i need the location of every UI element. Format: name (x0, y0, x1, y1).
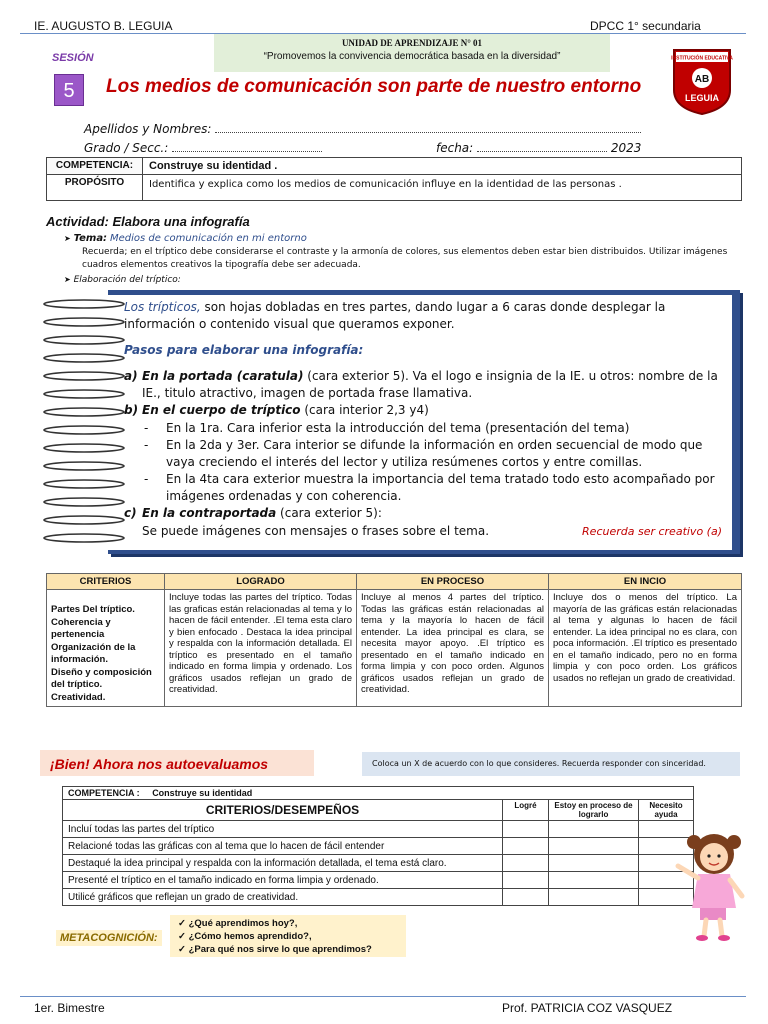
self-eval-banner: ¡Bien! Ahora nos autoevaluamos (40, 750, 314, 776)
checkbox-cell[interactable] (549, 889, 639, 906)
checkbox-cell[interactable] (503, 872, 549, 889)
competency-value: Construye su identidad . (143, 158, 742, 175)
step-c-label: c) (124, 506, 137, 520)
tema-label: Tema: (73, 233, 108, 244)
self-eval-header: Logré (503, 800, 549, 821)
table-row: Utilicé gráficos que reflejan un grado de creatividad. (63, 889, 694, 906)
intro-paragraph (124, 299, 722, 333)
check-icon: ✓ (178, 918, 189, 929)
step-b-item: - En la 1ra. Cara inferior esta la introducción del tema (presentación del tema) (144, 421, 630, 435)
checkbox-cell[interactable] (549, 821, 639, 838)
rubric-header: EN PROCESO (357, 574, 549, 590)
activity-title: Actividad: Elabora una infografía (46, 214, 250, 229)
table-row: Presenté el tríptico en el tamaño indicado en forma limpia y ordenado. (63, 872, 694, 889)
recuerda-note: Recuerda; en el tríptico debe considerarse el contraste y la armonía de colores, sus elementos deben estar bien distribuidos. Utilizar imágenes cuadros elementos creativos la tipografía debe ser adecuada. (82, 247, 728, 270)
tema-row: ➤ Tema: Medios de comunicación en mi entorno (64, 233, 307, 244)
self-eval-competency-label: COMPETENCIA : (68, 788, 140, 798)
metacognition-label: METACOGNICIÓN: (56, 930, 162, 946)
step-b-lead: En el cuerpo de tríptico (142, 403, 301, 417)
step-c-text: Se puede imágenes con mensajes o frases sobre el tema. (142, 524, 490, 538)
list-item: ✓ ¿Qué aprendimos hoy?, (178, 918, 298, 929)
list-item: ✓ ¿Para qué nos sirve lo que aprendimos? (178, 944, 372, 955)
course-name: DPCC 1° secundaria (590, 19, 701, 33)
step-b-rest: (cara interior 2,3 y4) (300, 403, 429, 417)
competency-label: COMPETENCIA: (47, 158, 143, 175)
self-eval-header: CRITERIOS/DESEMPEÑOS (63, 800, 503, 821)
footer-divider (20, 996, 746, 997)
table-row: Destaqué la idea principal y respalda con la información detallada, el tema está claro. (63, 855, 694, 872)
step-b-label: b) (124, 403, 139, 417)
step-b-item: - En la 2da y 3er. Cara interior se difunde la información en orden secuencial de modo que vaya creciendo el interés del lector y utiliza resúmenes cortos y entre comillas. (144, 438, 703, 469)
page-title: Los medios de comunicación son parte de nuestro entorno (106, 76, 642, 97)
rubric-inicio: Incluye dos o menos del tríptico. La mayoría de las gráficas están relacionadas al tema y algunas lo hacen de fácil entender. La idea principal no es clara, con poca información. .El tríptico es presentado en el tamaño indicado, pero no en forma limpia y con poco orden. Los gráficos usados no reflejan un grado de creatividad. (549, 590, 742, 707)
table-row: Relacioné todas las gráficas con al tema que lo hacen de fácil entender (63, 838, 694, 855)
tema-value: Medios de comunicación en mi entorno (109, 233, 307, 244)
date-row (436, 141, 641, 155)
reminder-text: Recuerda ser creativo (a) (582, 525, 722, 538)
date-field[interactable] (477, 142, 607, 152)
date-year: 2023 (610, 141, 642, 155)
session-number: 5 (54, 74, 84, 106)
intro-rest: son hojas dobladas en tres partes, dando lugar a 6 caras donde desplegar la información o contenido visual que queramos exponer. (124, 300, 666, 331)
spiral-rings-icon (38, 298, 128, 550)
checkbox-cell[interactable] (549, 855, 639, 872)
crest-name: LEGUIA (684, 93, 720, 103)
unit-title: UNIDAD DE APRENDIZAJE N° 01 (341, 38, 483, 48)
checkbox-cell[interactable] (503, 855, 549, 872)
checkbox-cell[interactable] (549, 872, 639, 889)
self-eval-table (62, 786, 694, 906)
step-c-text-row (124, 523, 722, 540)
names-row (84, 122, 641, 136)
metacognition-questions (170, 915, 406, 957)
grade-label: Grado / Secc.: (84, 141, 169, 155)
date-label: fecha: (436, 141, 474, 155)
names-label: Apellidos y Nombres: (84, 122, 212, 136)
footer-teacher: Prof. PATRICIA COZ VASQUEZ (502, 1001, 673, 1015)
rubric-criteria: Partes Del tríptico. Coherencia y pertenencia Organización de la información. Diseño y composición del tríptico. Creatividad. (47, 590, 165, 707)
step-a (124, 368, 722, 402)
self-eval-competency-row (63, 787, 694, 800)
rubric-header: CRITERIOS (47, 574, 165, 590)
step-a-lead: En la portada (caratula) (142, 369, 304, 383)
unit-motto: “Promovemos la convivencia democrática basada en la diversidad” (263, 51, 561, 62)
school-name: IE. AUGUSTO B. LEGUIA (34, 19, 173, 33)
step-b (124, 402, 722, 419)
rubric-header: EN INCIO (549, 574, 742, 590)
self-eval-header: Estoy en proceso de lograrlo (549, 800, 639, 821)
steps-title: Pasos para elaborar una infografía: (124, 343, 364, 357)
names-field[interactable] (215, 123, 641, 133)
checkbox-cell[interactable] (549, 838, 639, 855)
grade-row (84, 141, 322, 155)
checkbox-cell[interactable] (503, 821, 549, 838)
list-item: ✓ ¿Cómo hemos aprendido?, (178, 931, 312, 942)
unit-banner (214, 34, 610, 72)
checkbox-cell[interactable] (503, 838, 549, 855)
elaboracion-label: Elaboración del tríptico: (73, 275, 181, 285)
intro-lead: Los trípticos, (124, 300, 201, 314)
step-c-rest: (cara exterior 5): (276, 506, 382, 520)
purpose-value: Identifica y explica como los medios de comunicación influye en la identidad de las personas . (143, 175, 742, 201)
step-b-item: - En la 4ta cara exterior muestra la importancia del tema tratado todo esto acompañado por imágenes ordenadas y con coherencia. (144, 472, 715, 503)
competency-table (46, 157, 742, 201)
step-c (124, 505, 722, 522)
check-icon: ✓ (178, 931, 189, 942)
step-c-lead: En la contraportada (142, 506, 277, 520)
svg-text:AB: AB (694, 74, 710, 85)
rubric-header: LOGRADO (165, 574, 357, 590)
self-eval-instruction: Coloca un X de acuerdo con lo que consideres. Recuerda responder con sinceridad. (362, 752, 740, 776)
rubric-logrado: Incluye todas las partes del tríptico. Todas las graficas están relacionadas al tema y lo hacen de fácil entender. .El tema esta claro y bien enfocado . Destaca la idea principal y respalda con la información detallada. El tríptico es presentado en el tamaño indicado en forma limpia y ordenado. Los gráficos usados reflejan un grado de creatividad. (165, 590, 357, 707)
checkbox-cell[interactable] (503, 889, 549, 906)
self-eval-header: Necesito ayuda (639, 800, 694, 821)
footer-term: 1er. Bimestre (34, 1001, 105, 1015)
rubric-table (46, 573, 742, 707)
check-icon: ✓ (178, 944, 189, 955)
triptico-panel (108, 290, 740, 554)
self-eval-competency-value: Construye su identidad (152, 788, 253, 798)
table-row: Incluí todas las partes del tríptico (63, 821, 694, 838)
rubric-proceso: Incluye al menos 4 partes del tríptico. Todas las gráficas están relacionadas al tema y la mayoría lo hacen de fácil entender. La idea principal es clara, se necesita mayor apoyo. .El tríptico es presentado en el tamaño indicado en forma limpia y con poco orden. Algunos gráficos usados reflejan un grado de creatividad. (357, 590, 549, 707)
school-crest-icon (670, 46, 734, 116)
girl-illustration-icon (670, 826, 756, 944)
grade-field[interactable] (172, 142, 322, 152)
crest-top-text: INSTITUCIÓN EDUCATIVA (671, 55, 733, 62)
step-a-rest: (cara exterior 5). Va el logo e insignia de la IE. u otros: nombre de la IE., titulo atractivo, imagen de portada frase llamativa. (142, 369, 718, 400)
step-a-label: a) (124, 369, 138, 383)
session-label: SESIÓN (52, 52, 94, 64)
elaboracion-row: ➤ Elaboración del tríptico: (64, 275, 181, 285)
purpose-label: PROPÓSITO (47, 175, 143, 201)
